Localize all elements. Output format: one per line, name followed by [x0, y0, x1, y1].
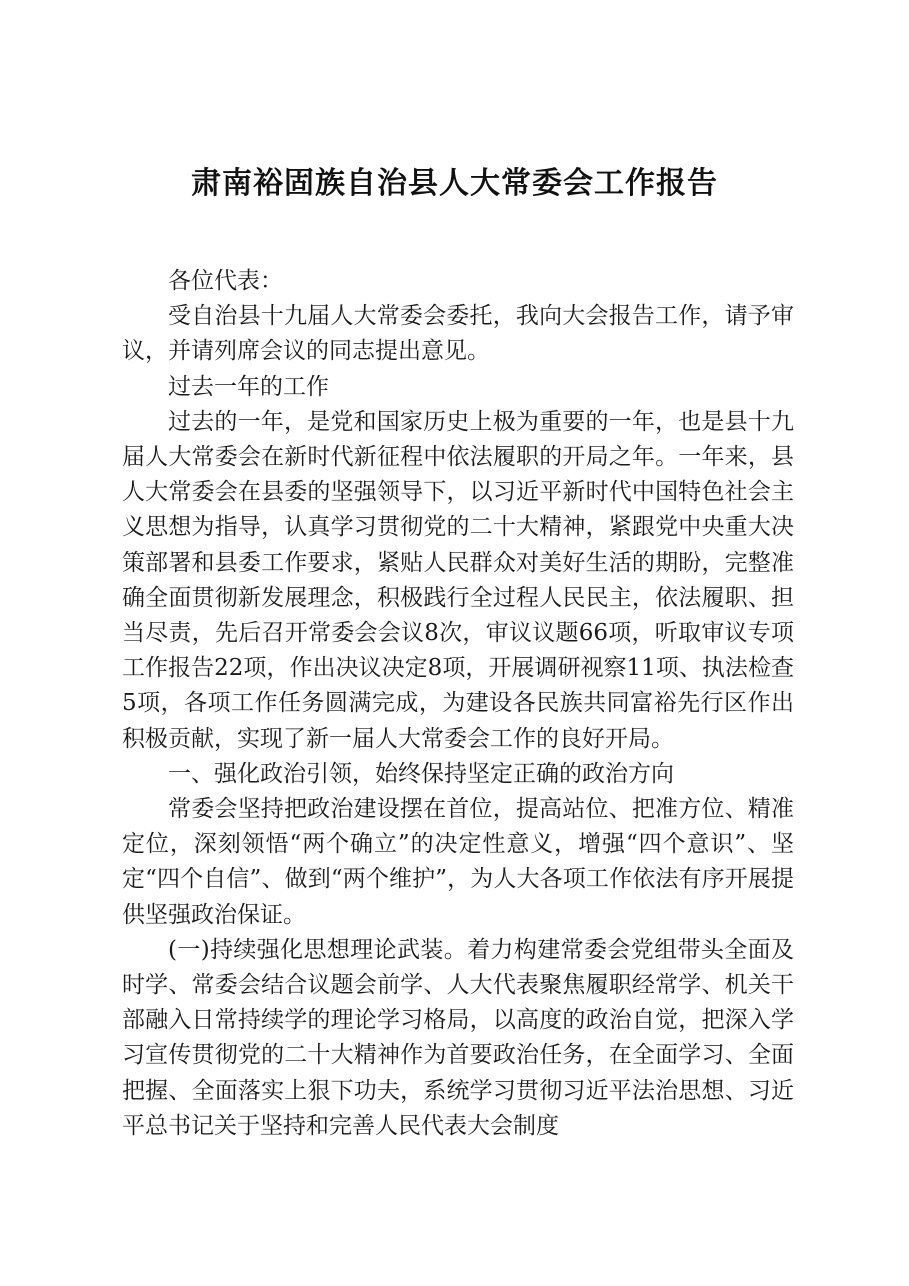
document-title: 肃南裕固族自治县人大常委会工作报告 [191, 166, 718, 201]
paragraph-entrustment: 受自治县十九届人大常委会委托，我向大会报告工作，请予审议，并请列席会议的同志提出意见。 [122, 303, 794, 365]
section-heading-past-year: 过去一年的工作 [168, 373, 329, 400]
salutation: 各位代表： [168, 268, 283, 294]
paragraph-political-construction: 常委会坚持把政治建设摆在首位，提高站位、把准方位、精准定位，深刻领悟“两个确立”的决定性意义，增强“四个意识”、坚定“四个自信”、做到“两个维护”，为人大各项工作依法有序开展提供坚强政治保证。 [122, 796, 794, 928]
paragraph-past-year-summary: 过去的一年，是党和国家历史上极为重要的一年，也是县十九届人大常委会在新时代新征程中依法履职的开局之年。一年来，县人大常委会在县委的坚强领导下，以习近平新时代中国特色社会主义思想为指导，认真学习贯彻党的二十大精神，紧跟党中央重大决策部署和县委工作要求，紧贴人民群众对美好生活的期盼，完整准确全面贯彻新发展理念，积极践行全过程人民民主，依法履职、担当尽责，先后召开常委会会议8次，审议议题66项，听取审议专项工作报告22项，作出决议决定8项，开展调研视察11项、执法检查5项，各项工作任务圆满完成，为建设各民族共同富裕先行区作出积极贡献，实现了新一届人大常委会工作的良好开局。 [122, 408, 794, 752]
document-body [122, 264, 794, 1144]
section-heading-political-guidance: 一、强化政治引领，始终保持坚定正确的政治方向 [168, 760, 674, 787]
paragraph-theory-study: (一)持续强化思想理论武装。着力构建常委会党组带头全面及时学、常委会结合议题会前学、人大代表聚焦履职经常学、机关干部融入日常持续学的理论学习格局，以高度的政治自觉，把深入学习宣传贯彻党的二十大精神作为首要政治任务，在全面学习、全面把握、全面落实上狠下功夫，系统学习贯彻习近平法治思想、习近平总书记关于坚持和完善人民代表大会制度 [122, 936, 794, 1139]
